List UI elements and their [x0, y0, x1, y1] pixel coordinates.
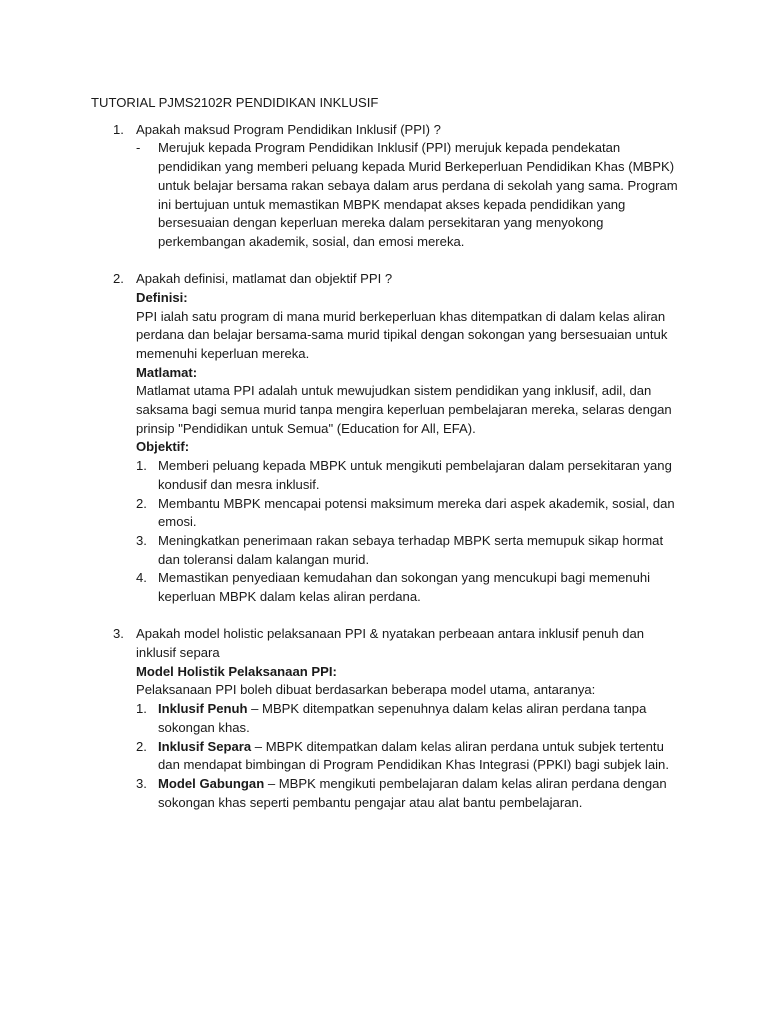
- list-number: 1.: [136, 458, 147, 474]
- list-number: 2.: [136, 738, 147, 754]
- question-number: 3.: [113, 626, 124, 642]
- question-number: 1.: [113, 121, 124, 137]
- list-number: 3.: [136, 532, 147, 548]
- list-item: [136, 495, 678, 532]
- list-text: Memberi peluang kepada MBPK untuk mengikuti pembelajaran dalam persekitaran yang kondusif dan mesra inklusif.: [158, 458, 672, 492]
- objektif-heading: Objektif:: [136, 439, 190, 455]
- question-number: 2.: [113, 271, 124, 287]
- model-heading: Model Holistik Pelaksanaan PPI:: [136, 663, 337, 679]
- definisi-heading: Definisi:: [136, 289, 188, 305]
- objektif-list: [136, 457, 678, 607]
- dash-bullet: -: [136, 140, 141, 156]
- answer-text: Merujuk kepada Program Pendidikan Inklusif (PPI) merujuk kepada pendekatan pendidikan yang memberi peluang kepada Murid Berkeperluan Pendidikan Khas (MBPK) untuk belajar bersama rakan sebaya dalam arus perdana di sekolah yang sama. Program ini bertujuan untuk memastikan MBPK mendapat akses kepada pendidikan yang bersesuaian dengan keperluan mereka dalam persekitaran yang menyokong perkembangan akademik, sosial, dan emosi mereka.: [158, 140, 678, 249]
- question-2: [91, 270, 678, 607]
- question-text: Apakah model holistic pelaksanaan PPI & nyatakan perbeaan antara inklusif penuh dan inklusif separa: [136, 626, 645, 660]
- list-number: 1.: [136, 701, 147, 717]
- list-text: Memastikan penyediaan kemudahan dan sokongan yang mencukupi bagi memenuhi keperluan MBPK dalam kelas aliran perdana.: [158, 570, 651, 605]
- answer-item: [136, 139, 678, 251]
- matlamat-heading: Matlamat:: [136, 364, 198, 380]
- list-text: Meningkatkan penerimaan rakan sebaya terhadap MBPK serta memupuk sikap hormat dan toleransi dalam kalangan murid.: [158, 532, 664, 567]
- question-text: Apakah maksud Program Pendidikan Inklusif (PPI) ?: [136, 121, 441, 137]
- list-item: [136, 700, 678, 737]
- list-number: 3.: [136, 775, 147, 791]
- model-description: – MBPK mengikuti pembelajaran dalam kelas aliran perdana dengan sokongan khas seperti pembantu pengajar atau alat bantu pembelajaran.: [158, 775, 667, 810]
- list-item: [136, 457, 678, 494]
- model-description: – MBPK ditempatkan sepenuhnya dalam kelas aliran perdana tanpa sokongan khas.: [158, 701, 647, 735]
- list-item: [136, 738, 678, 775]
- model-term: Inklusif Separa: [158, 738, 252, 754]
- list-number: 2.: [136, 495, 147, 511]
- question-1: [91, 121, 678, 252]
- model-term: Inklusif Penuh: [158, 701, 248, 717]
- definisi-text: PPI ialah satu program di mana murid berkeperluan khas ditempatkan di dalam kelas aliran perdana dan belajar bersama-sama murid tipikal dengan sokongan yang bersesuaian untuk memenuhi keperluan mereka.: [136, 308, 668, 361]
- question-3: [91, 625, 678, 812]
- list-item: [136, 775, 678, 812]
- model-description: – MBPK ditempatkan dalam kelas aliran perdana untuk subjek tertentu dan mendapat bimbingan di Program Pendidikan Khas Integrasi (PPKI) bagi subjek lain.: [158, 738, 669, 773]
- list-text: Membantu MBPK mencapai potensi maksimum mereka dari aspek akademik, sosial, dan emosi.: [158, 495, 675, 530]
- model-intro: Pelaksanaan PPI boleh dibuat berdasarkan beberapa model utama, antaranya:: [136, 682, 596, 698]
- model-term: Model Gabungan: [158, 775, 265, 791]
- model-list: [136, 700, 678, 812]
- list-number: 4.: [136, 570, 147, 586]
- question-text: Apakah definisi, matlamat dan objektif PPI ?: [136, 271, 393, 287]
- list-item: [136, 569, 678, 606]
- matlamat-text: Matlamat utama PPI adalah untuk mewujudkan sistem pendidikan yang inklusif, adil, dan saksama bagi semua murid tanpa mengira keperluan pembelajaran mereka, selaras dengan prinsip "Pendidikan untuk Semua" (Education for All, EFA).: [136, 383, 672, 436]
- document-title: TUTORIAL PJMS2102R PENDIDIKAN INKLUSIF: [91, 95, 379, 110]
- list-item: [136, 532, 678, 569]
